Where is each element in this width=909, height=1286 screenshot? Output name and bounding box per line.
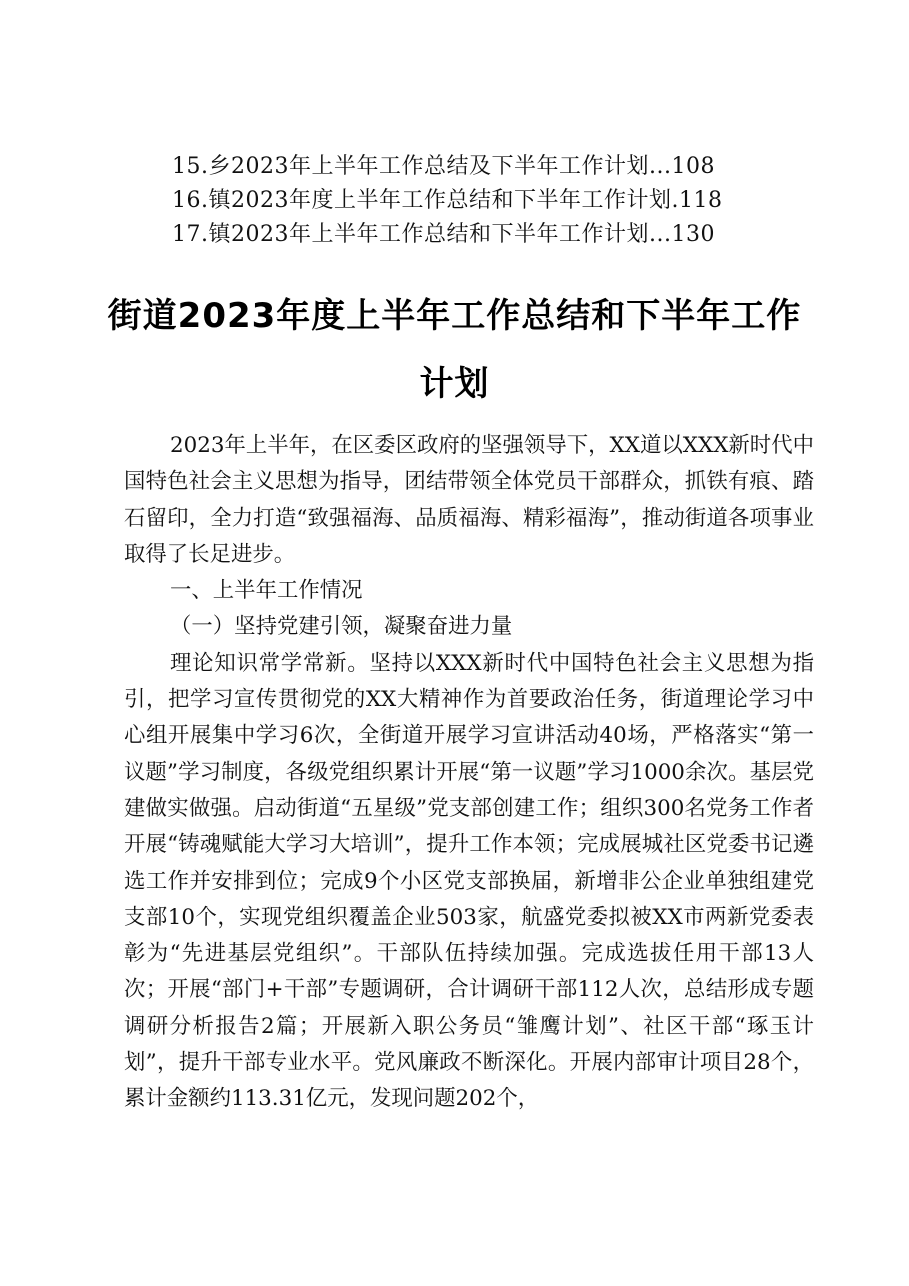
intro-paragraph: 2023年上半年，在区委区政府的坚强领导下，XX道以XXX新时代中国特色社会主义思想为指导，团结带领全体党员干部群众，抓铁有痕、踏石留印，全力打造“致强福海、品质福海、精彩福海”，推动街道各项事业取得了长足进步。 <box>124 433 814 567</box>
document-body <box>124 428 814 1118</box>
toc-entry[interactable]: 16.镇2023年度上半年工作总结和下半年工作计划.118 <box>172 188 723 213</box>
body-paragraph: 理论知识常学常新。坚持以XXX新时代中国特色社会主义思想为指引，把学习宣传贯彻党的XX大精神作为首要政治任务，街道理论学习中心组开展集中学习6次，全街道开展学习宣讲活动40场，严格落实“第一议题”学习制度，各级党组织累计开展“第一议题”学习1000余次。基层党建做实做强。启动街道“五星级”党支部创建工作；组织300名党务工作者开展“铸魂赋能大学习大培训”，提升工作本领；完成展城社区党委书记遴选工作并安排到位；完成9个小区党支部换届，新增非公企业单独组建党支部10个，实现党组织覆盖企业503家，航盛党委拟被XX市两新党委表彰为“先进基层党组织”。干部队伍持续加强。完成选拔任用干部13人次；开展“部门+干部”专题调研，合计调研干部112人次，总结形成专题调研分析报告2篇；开展新入职公务员“雏鹰计划”、社区干部“琢玉计划”，提升干部专业水平。党风廉政不断深化。开展内部审计项目28个，累计金额约113.31亿元，发现问题202个， <box>124 650 814 1112</box>
subsection-heading: （一）坚持党建引领，凝聚奋进力量 <box>170 614 513 640</box>
document-title: 街道2023年度上半年工作总结和下半年工作计划 <box>107 296 802 404</box>
toc-entry[interactable]: 15.乡2023年上半年工作总结及下半年工作计划...108 <box>172 154 715 179</box>
section-heading: 一、上半年工作情况 <box>170 578 363 604</box>
toc-entry[interactable]: 17.镇2023年上半年工作总结和下半年工作计划...130 <box>172 222 715 247</box>
table-of-contents <box>172 150 792 252</box>
